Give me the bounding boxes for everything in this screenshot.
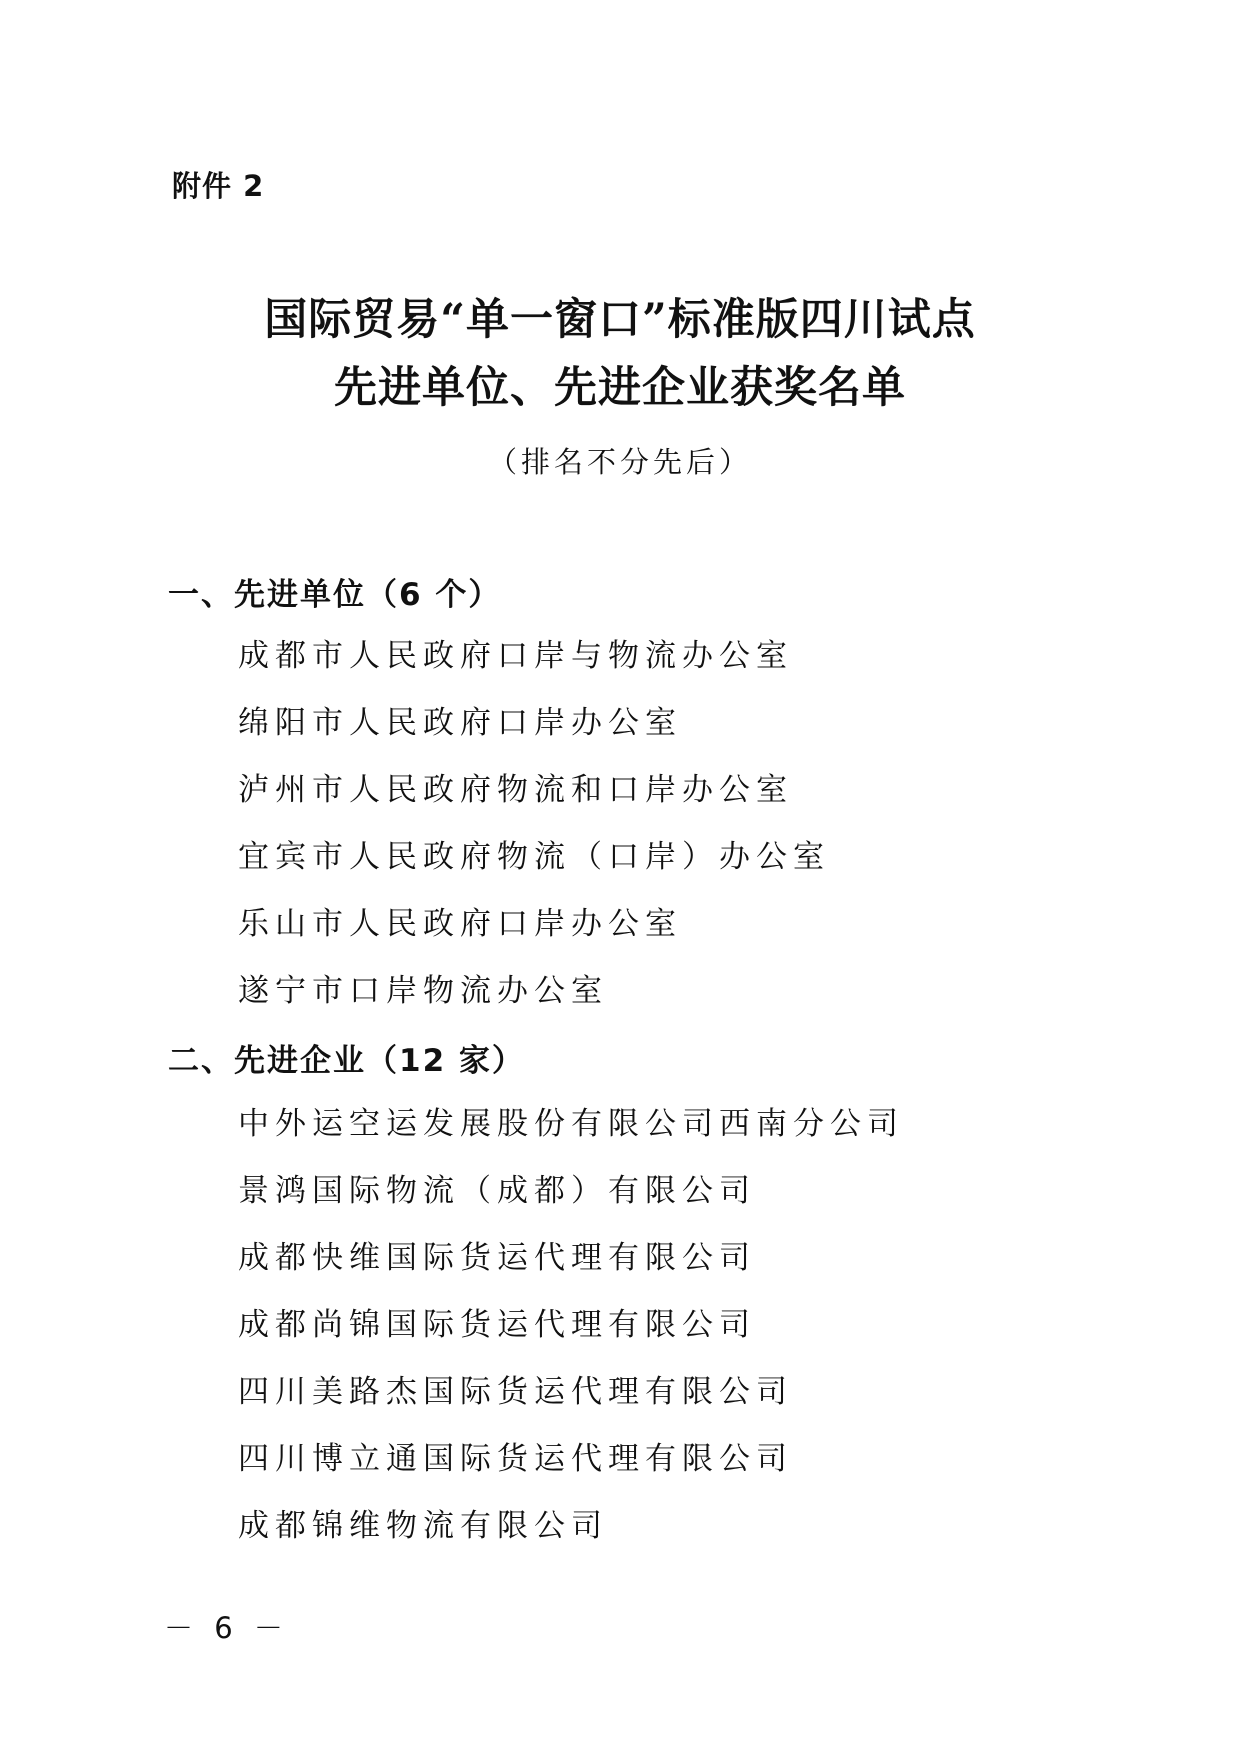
list-item: 成都市人民政府口岸与物流办公室 — [238, 638, 793, 674]
document-title-line-1: 国际贸易“单一窗口”标准版四川试点 — [264, 295, 976, 345]
list-item: 成都快维国际货运代理有限公司 — [238, 1240, 756, 1276]
section-heading-advanced-enterprises: 二、先进企业（12 家） — [168, 1043, 525, 1079]
advanced-units-list — [238, 636, 830, 1038]
section-heading-advanced-units: 一、先进单位（6 个） — [168, 577, 502, 613]
list-item: 绵阳市人民政府口岸办公室 — [238, 705, 682, 741]
page-number: － 6 － — [164, 1611, 289, 1645]
list-item: 四川美路杰国际货运代理有限公司 — [238, 1374, 793, 1410]
list-item: 四川博立通国际货运代理有限公司 — [238, 1441, 793, 1477]
document-subtitle: （排名不分先后） — [487, 445, 752, 479]
list-item: 泸州市人民政府物流和口岸办公室 — [238, 772, 793, 808]
list-item: 乐山市人民政府口岸办公室 — [238, 906, 682, 942]
list-item: 宜宾市人民政府物流（口岸）办公室 — [238, 839, 830, 875]
list-item: 中外运空运发展股份有限公司西南分公司 — [238, 1106, 904, 1142]
attachment-label: 附件 2 — [172, 169, 265, 203]
advanced-enterprises-list — [238, 1104, 904, 1573]
document-title-line-2: 先进单位、先进企业获奖名单 — [334, 363, 906, 413]
list-item: 景鸿国际物流（成都）有限公司 — [238, 1173, 756, 1209]
list-item: 遂宁市口岸物流办公室 — [238, 973, 608, 1009]
list-item: 成都尚锦国际货运代理有限公司 — [238, 1307, 756, 1343]
list-item: 成都锦维物流有限公司 — [238, 1508, 608, 1544]
